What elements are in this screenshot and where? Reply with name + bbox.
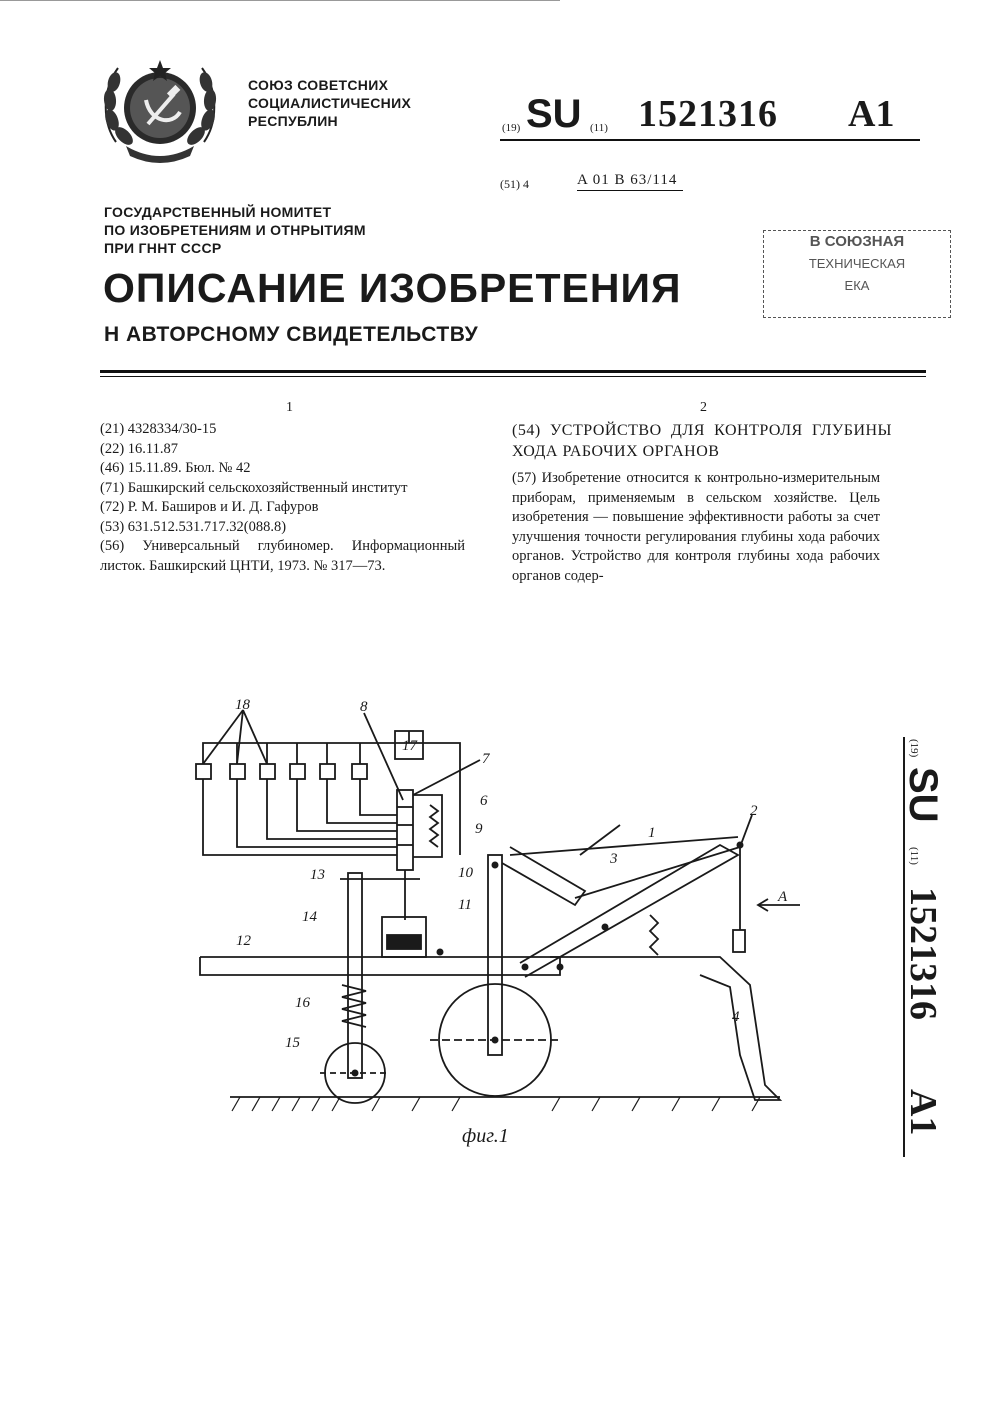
country-line-1: СОЮЗ СОВЕТСНИХ — [248, 77, 389, 93]
patent-number: 1521316 — [638, 93, 778, 135]
document-title: ОПИСАНИЕ ИЗОБРЕТЕНИЯ — [103, 265, 682, 311]
label-10: 10 — [458, 865, 473, 881]
label-7: 7 — [482, 751, 490, 767]
side-patent-num: 1521316 — [902, 887, 944, 1020]
header-rule-thick — [100, 370, 926, 373]
committee-line-1: ГОСУДАРСТВЕННЫЙ НОМИТЕТ — [104, 204, 332, 220]
code-19: (19) — [502, 122, 521, 134]
biblio-56: (56) Универсальный глубиномер. Информационный листок. Башкирский ЦНТИ, 1973. № 317—73. — [100, 538, 465, 574]
label-1: 1 — [648, 825, 656, 841]
label-18: 18 — [235, 697, 250, 713]
abstract-text: (57) Изобретение относится к контрольно-измерительным приборам, применяемым в сельском хозяйстве. Цель изобретения — повышение эффективности работы за счет улучшения точности регулирования глубины хода рабочих органов. Устройство для контроля глубины хода рабочих органов содер- — [512, 470, 880, 584]
label-4: 4 — [732, 1009, 740, 1025]
label-8: 8 — [360, 699, 368, 715]
biblio-72: (72) Р. М. Баширов и И. Д. Гафуров — [100, 499, 319, 515]
country-name — [248, 76, 411, 130]
code-11: (11) — [590, 122, 608, 134]
label-15: 15 — [285, 1035, 300, 1051]
ipc-classification: A 01 B 63/114 — [577, 172, 683, 191]
side-country-code: SU — [901, 767, 945, 823]
top-scan-line — [0, 0, 560, 1]
biblio-71: (71) Башкирский сельскохозяйственный институт — [100, 479, 408, 496]
figure-1-drawing — [180, 695, 820, 1125]
side-code-19: (19) — [908, 739, 920, 758]
side-patent-number — [895, 737, 955, 1157]
country-line-2: СОЦИАЛИСТИЧЕСНИХ — [248, 95, 412, 111]
figure-caption: фиг.1 — [462, 1125, 509, 1147]
biblio-21: (21) 4328334/30-15 — [100, 421, 217, 437]
biblio-53: (53) 631.512.531.717.32(088.8) — [100, 518, 287, 535]
biblio-22: (22) 16.11.87 — [100, 440, 178, 457]
side-kind-code: A1 — [902, 1089, 944, 1136]
country-line-3: РЕСПУБЛИН — [248, 113, 338, 129]
label-11: 11 — [458, 897, 472, 913]
ussr-emblem-icon — [96, 42, 224, 170]
label-13: 13 — [310, 867, 325, 883]
label-16: 16 — [295, 995, 310, 1011]
label-3: 3 — [610, 851, 618, 867]
column-number-right: 2 — [700, 400, 707, 415]
country-code: SU — [526, 92, 582, 136]
label-a: A — [778, 889, 788, 905]
stamp-line-1: В СОЮЗНАЯ — [809, 233, 905, 250]
document-subtitle: Н АВТОРСНОМУ СВИДЕТЕЛЬСТВУ — [104, 323, 479, 346]
bibliographic-data — [100, 420, 465, 576]
committee-name — [104, 203, 366, 257]
stamp-line-2: ТЕХНИЧЕСКАЯ — [808, 256, 906, 271]
label-6: 6 — [480, 793, 488, 809]
side-code-11: (11) — [908, 847, 920, 865]
label-12: 12 — [236, 933, 251, 949]
stamp-line-3: ЕКА — [844, 278, 870, 293]
invention-title: (54) УСТРОЙСТВО ДЛЯ КОНТРОЛЯ ГЛУБИНЫ ХОДА РАБОЧИХ ОРГАНОВ — [512, 422, 892, 460]
column-number-left: 1 — [286, 400, 293, 415]
label-14: 14 — [302, 909, 317, 925]
header-rule-thin — [100, 376, 926, 377]
label-9: 9 — [475, 821, 483, 837]
library-stamp — [763, 230, 951, 318]
biblio-46: (46) 15.11.89. Бюл. № 42 — [100, 460, 251, 476]
committee-line-2: ПО ИЗОБРЕТЕНИЯМ И ОТНРЫТИЯМ — [104, 222, 366, 238]
kind-code: A1 — [848, 93, 895, 135]
label-17: 17 — [402, 738, 417, 754]
label-2: 2 — [750, 803, 758, 819]
committee-line-3: ПРИ ГННТ СССР — [104, 240, 222, 256]
ipc-code-label: (51) 4 — [500, 177, 529, 191]
